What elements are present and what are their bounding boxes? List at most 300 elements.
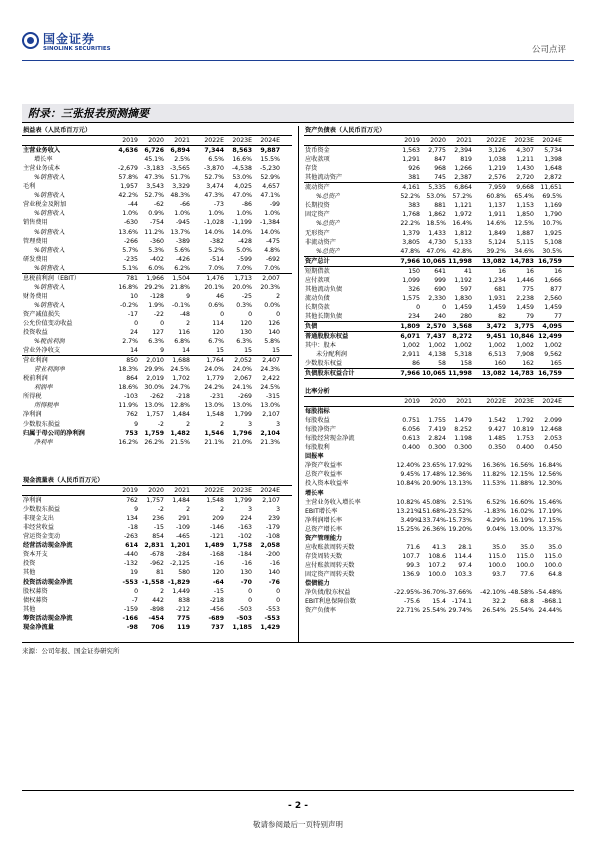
table-row xyxy=(304,321,574,331)
cell-value: 22.2% xyxy=(400,220,420,228)
cell-value: 4,138 xyxy=(428,351,446,359)
row-label: %销售收入 xyxy=(34,192,65,200)
row-label: %销售收入 xyxy=(34,246,65,254)
cell-value: -1.83% xyxy=(484,507,506,515)
cell-value: -868.1 xyxy=(542,598,562,606)
cell-value: -382 xyxy=(209,237,224,245)
cell-value: 0.300 xyxy=(454,444,472,452)
table-row xyxy=(22,355,292,365)
cell-value: 3,329 xyxy=(172,183,190,191)
cell-value: -163 xyxy=(237,524,252,532)
table-row xyxy=(304,155,574,164)
table-row xyxy=(22,146,292,155)
cell-value: 2,104 xyxy=(260,429,280,437)
row-label: EBIT利息保障倍数 xyxy=(305,598,356,606)
cell-value: 14,783 xyxy=(510,257,534,265)
cell-value: 4.29% xyxy=(486,516,506,524)
row-label: 债权募资 xyxy=(23,596,48,604)
cell-value: 140 xyxy=(268,569,280,577)
cell-value: 81 xyxy=(156,569,164,577)
cell-value: 45.08% xyxy=(422,498,446,506)
table-row xyxy=(304,407,574,416)
cell-value: 115.0 xyxy=(544,552,562,560)
cell-value: 240 xyxy=(434,312,446,320)
cell-value: 13.00% xyxy=(510,525,534,533)
table-row xyxy=(22,310,292,319)
table-header xyxy=(22,126,292,136)
cell-value: 9,451 xyxy=(486,333,506,341)
cell-value: -3,870 xyxy=(204,165,224,173)
cell-value: -1,558 xyxy=(141,578,164,586)
table-row xyxy=(22,328,292,337)
year-header-cell: 2020 xyxy=(148,487,164,495)
cell-value: -678 xyxy=(149,551,164,559)
cell-value: 8.252 xyxy=(454,426,472,434)
cell-value: 2.7% xyxy=(122,338,138,346)
row-label: 负债 xyxy=(305,322,318,330)
cell-value: 115.0 xyxy=(488,552,506,560)
cell-value: 1,563 xyxy=(402,147,420,155)
cell-value: -2,679 xyxy=(118,165,138,173)
row-label: %总资产 xyxy=(316,220,341,228)
row-label: %总资产 xyxy=(316,193,341,201)
cell-value: 2,872 xyxy=(544,174,562,182)
row-label: 资本开支 xyxy=(23,551,48,559)
cell-value: -231 xyxy=(209,393,224,401)
table-row xyxy=(22,237,292,246)
cell-value: -108 xyxy=(265,533,280,541)
cell-value: 103.3 xyxy=(454,570,472,578)
cell-value: 0 xyxy=(160,319,164,327)
row-label: 管理费用 xyxy=(23,237,48,245)
cell-value: 25.54% xyxy=(422,607,446,615)
row-label: 所得税 xyxy=(23,393,42,401)
row-label: 其他 xyxy=(23,605,36,613)
cell-value: 5,335 xyxy=(428,184,446,192)
table-row xyxy=(304,597,574,606)
row-label: 营业利润 xyxy=(23,357,48,365)
cell-value: 24.2% xyxy=(204,384,224,392)
cell-value: 9 xyxy=(186,292,190,300)
cell-value: 26.54% xyxy=(482,607,506,615)
table-row xyxy=(304,516,574,525)
row-label: 偿债能力 xyxy=(305,579,330,587)
cell-value: -168 xyxy=(209,551,224,559)
row-label: 资产管理能力 xyxy=(305,534,343,542)
cell-value: 1.542 xyxy=(488,417,506,425)
row-label: 财务费用 xyxy=(23,292,48,300)
cell-value: 999 xyxy=(434,276,446,284)
cell-value: 134 xyxy=(126,515,138,523)
cell-value: 854 xyxy=(152,533,164,541)
cell-value: 326 xyxy=(408,285,420,293)
table-row xyxy=(22,429,292,438)
cell-value: 1.0% xyxy=(208,210,224,218)
table-row xyxy=(22,209,292,218)
cell-value: 16.02% xyxy=(510,507,534,515)
row-label: 少数股东损益 xyxy=(23,420,61,428)
cell-value: 1,291 xyxy=(402,156,420,164)
cell-value: 1,702 xyxy=(172,375,190,383)
cell-value: -146 xyxy=(209,524,224,532)
row-label: 少数股东权益 xyxy=(305,360,343,368)
cell-value: 107.7 xyxy=(402,552,420,560)
cell-value: 47.8% xyxy=(400,247,420,255)
cell-value: 77.6 xyxy=(520,570,534,578)
cell-value: 16 xyxy=(526,267,534,275)
cell-value: -166 xyxy=(122,614,138,622)
cell-value: -503 xyxy=(237,605,252,613)
table-row xyxy=(22,346,292,355)
cell-value: 10 xyxy=(130,292,138,300)
cell-value: 2,775 xyxy=(428,147,446,155)
cell-value: 41.3 xyxy=(432,543,446,551)
cell-value: 1.479 xyxy=(454,417,472,425)
cell-value: 2 xyxy=(220,420,224,428)
cell-value: 0.9% xyxy=(148,210,164,218)
cell-value: 68.8 xyxy=(520,598,534,606)
cell-value: 30.5% xyxy=(542,247,562,255)
cell-value: 10.819 xyxy=(512,426,534,434)
row-label: 每股指标 xyxy=(305,408,330,416)
cell-value: 15.25% xyxy=(396,525,420,533)
cell-value: 16.2% xyxy=(118,438,138,446)
cell-value: -159 xyxy=(123,605,138,613)
cell-value: 11,998 xyxy=(448,257,472,265)
cell-value: 158 xyxy=(460,360,472,368)
cell-value: -15 xyxy=(213,587,224,595)
row-label: 应收账款周转天数 xyxy=(305,543,355,551)
year-header-cell: 2022E xyxy=(486,137,506,145)
column-divider xyxy=(298,126,299,642)
table-row xyxy=(304,210,574,219)
cell-value: 1,862 xyxy=(428,211,446,219)
cell-value: 99.3 xyxy=(406,561,420,569)
table-row xyxy=(304,182,574,192)
cell-value: 1,430 xyxy=(516,165,534,173)
cell-value: 47.0% xyxy=(232,192,252,200)
cell-value: 1,504 xyxy=(172,274,190,282)
year-header-cell: 2021 xyxy=(174,137,190,145)
cell-value: -754 xyxy=(149,219,164,227)
cell-value: 52.7% xyxy=(144,192,164,200)
cell-value: 23.65% xyxy=(422,462,446,470)
cell-value: 224 xyxy=(240,515,252,523)
cell-value: 52.7% xyxy=(204,174,224,182)
cell-value: 2,067 xyxy=(234,375,252,383)
table-row xyxy=(22,173,292,182)
table-row xyxy=(304,461,574,470)
table-row xyxy=(304,543,574,552)
row-label: 筹资活动现金净流 xyxy=(23,614,73,622)
cell-value: 11,998 xyxy=(448,370,472,378)
cell-value: 24.5% xyxy=(260,384,280,392)
cell-value: 1,234 xyxy=(488,276,506,284)
cell-value: -66 xyxy=(179,201,190,209)
cell-value: 29.2% xyxy=(144,283,164,291)
cell-value: -73 xyxy=(213,201,224,209)
cell-value: 2,010 xyxy=(146,357,164,365)
cell-value: 119 xyxy=(177,623,190,631)
table-row xyxy=(304,192,574,201)
table-row xyxy=(304,498,574,507)
cell-value: 16.56% xyxy=(510,462,534,470)
table-row xyxy=(22,578,292,587)
cell-value: 0 xyxy=(416,303,420,311)
cell-value: 1,446 xyxy=(516,276,534,284)
cell-value: 13.37% xyxy=(538,525,562,533)
cell-value: 9.45% xyxy=(400,471,420,479)
cell-value: 1.198 xyxy=(454,435,472,443)
table-row xyxy=(22,191,292,200)
cell-value: 35.0 xyxy=(520,543,534,551)
logo-mark-icon xyxy=(22,32,39,49)
cell-value: 1,219 xyxy=(488,165,506,173)
cell-value: 383 xyxy=(408,202,420,210)
cell-value: 120 xyxy=(212,329,224,337)
table-row xyxy=(22,401,292,410)
cell-value: 234 xyxy=(408,312,420,320)
row-label: 净负债/股东权益 xyxy=(305,589,351,597)
cell-value: -179 xyxy=(265,524,280,532)
cell-value: 160 xyxy=(494,360,506,368)
report-type-tag: 公司点评 xyxy=(531,45,566,55)
table-row xyxy=(22,319,292,328)
cell-value: 7,966 xyxy=(400,370,420,378)
cell-value: 1.753 xyxy=(516,435,534,443)
table-row xyxy=(304,479,574,488)
cell-value: 0 xyxy=(442,303,446,311)
table-header-label: 资产负债表（人民币百万元） xyxy=(305,127,386,134)
row-label: 净利润 xyxy=(23,411,42,419)
row-label: 负债股东权益合计 xyxy=(305,370,355,378)
year-header-cell: 2023E xyxy=(514,398,534,406)
cell-value: 10,065 xyxy=(422,257,446,265)
cell-value: -22.95% xyxy=(394,589,420,597)
table-row xyxy=(304,341,574,350)
table-row xyxy=(22,255,292,264)
cell-value: 130 xyxy=(240,569,252,577)
cell-value: -15.73% xyxy=(446,516,472,524)
cell-value: 3,126 xyxy=(488,147,506,155)
cell-value: 11.88% xyxy=(510,480,534,488)
cell-value: -456 xyxy=(209,605,224,613)
table-row xyxy=(22,596,292,605)
cell-value: 0 xyxy=(276,596,280,604)
cell-value: 28.1 xyxy=(458,543,472,551)
cell-value: 20.90% xyxy=(422,480,446,488)
cell-value: 17.19% xyxy=(538,507,562,515)
row-label: 应付账款周转天数 xyxy=(305,561,355,569)
cell-value: 120 xyxy=(212,569,224,577)
cell-value: 1,192 xyxy=(454,276,472,284)
cell-value: 597 xyxy=(460,285,472,293)
cell-value: 1.9% xyxy=(148,301,164,309)
cell-value: 1,459 xyxy=(488,303,506,311)
cell-value: 29.9% xyxy=(144,366,164,374)
cell-value: 3,474 xyxy=(206,183,224,191)
cell-value: 108.6 xyxy=(428,552,446,560)
cell-value: 60.8% xyxy=(486,193,506,201)
cell-value: -184 xyxy=(237,551,252,559)
cell-value: 29.74% xyxy=(448,607,472,615)
table-row xyxy=(22,264,292,273)
cell-value: 26.36% xyxy=(422,525,446,533)
table-row xyxy=(22,273,292,283)
cell-value: 13.0% xyxy=(260,402,280,410)
cell-value: 12.40% xyxy=(396,462,420,470)
cell-value: 6,071 xyxy=(400,333,420,341)
cell-value: -898 xyxy=(149,605,164,613)
cell-value: 847 xyxy=(434,156,446,164)
cell-value: 7,959 xyxy=(488,184,506,192)
row-label: 固定资产周转天数 xyxy=(305,570,355,578)
cell-value: -263 xyxy=(123,533,138,541)
cell-value: 2 xyxy=(220,506,224,514)
table-row xyxy=(22,523,292,532)
cell-value: 5.8% xyxy=(264,338,280,346)
cell-value: 3,472 xyxy=(486,322,506,330)
cell-value: -18 xyxy=(127,524,138,532)
cell-value: -75.6 xyxy=(403,598,420,606)
cell-value: 39.2% xyxy=(486,247,506,255)
cell-value: 2,007 xyxy=(262,274,280,282)
cell-value: 20.3% xyxy=(260,283,280,291)
row-label: 其他流动负债 xyxy=(305,285,343,293)
cell-value: -503 xyxy=(236,614,252,622)
row-label: 投资收益 xyxy=(23,329,48,337)
table-row xyxy=(22,541,292,550)
row-label: 归属于母公司的净利润 xyxy=(23,429,85,437)
table-row xyxy=(22,614,292,623)
cell-value: 4,095 xyxy=(542,322,562,330)
cell-value: 4,025 xyxy=(234,183,252,191)
cell-value: 30.0% xyxy=(144,384,164,392)
year-header-cell: 2022E xyxy=(486,398,506,406)
cell-value: 5,124 xyxy=(488,238,506,246)
page-number: - 2 - xyxy=(288,801,308,811)
cell-value: 4,161 xyxy=(402,184,420,192)
cell-value: 838 xyxy=(178,596,190,604)
cell-value: 5.7% xyxy=(122,246,138,254)
cell-value: 1,137 xyxy=(488,202,506,210)
cell-value: 3.49% xyxy=(400,516,420,524)
table-row xyxy=(22,337,292,346)
table-row xyxy=(304,247,574,256)
cell-value: -454 xyxy=(148,614,164,622)
cell-value: 1,482 xyxy=(170,429,190,437)
cell-value: -284 xyxy=(175,551,190,559)
cell-value: 69.5% xyxy=(542,193,562,201)
year-header-cell: 2021 xyxy=(456,398,472,406)
cell-value: 47.0% xyxy=(426,247,446,255)
row-label: 存货周转天数 xyxy=(305,552,343,560)
row-label: %销售收入 xyxy=(34,210,65,218)
cell-value: 18.5% xyxy=(426,220,446,228)
table-row xyxy=(304,588,574,597)
cell-value: -44 xyxy=(127,201,138,209)
table-header xyxy=(304,387,574,397)
cell-value: -109 xyxy=(175,524,190,532)
cell-value: -599 xyxy=(237,255,252,263)
cell-value: 1,849 xyxy=(488,229,506,237)
cell-value: -4,538 xyxy=(232,165,252,173)
cell-value: 12,499 xyxy=(538,333,562,341)
cell-value: -7 xyxy=(131,596,138,604)
cell-value: 1,812 xyxy=(454,229,472,237)
cell-value: 0 xyxy=(134,319,138,327)
cell-value: 2 xyxy=(186,420,190,428)
table-row xyxy=(304,350,574,359)
cell-value: 1,809 xyxy=(400,322,420,330)
table-row xyxy=(22,420,292,429)
cell-value: 1,185 xyxy=(232,623,252,631)
cell-value: -2,125 xyxy=(170,560,190,568)
cell-value: 47.3% xyxy=(204,192,224,200)
row-label: 现金净流量 xyxy=(23,623,54,631)
cell-value: 24 xyxy=(130,329,138,337)
table-row xyxy=(304,606,574,615)
cell-value: 2,107 xyxy=(262,497,280,505)
cell-value: 52.2% xyxy=(400,193,420,201)
cell-value: 6.7% xyxy=(208,338,224,346)
table-header-label: 比率分析 xyxy=(305,388,330,395)
cell-value: 52.9% xyxy=(260,174,280,182)
cell-value: 2,058 xyxy=(260,542,280,550)
cell-value: 968 xyxy=(434,165,446,173)
cell-value: 7.419 xyxy=(428,426,446,434)
cell-value: 65.4% xyxy=(514,193,534,201)
cell-value: 926 xyxy=(408,165,420,173)
cell-value: -22 xyxy=(153,310,164,318)
cell-value: -389 xyxy=(175,237,190,245)
row-label: 非流动资产 xyxy=(305,238,336,246)
cell-value: 16 xyxy=(498,267,506,275)
cell-value: 2,052 xyxy=(234,357,252,365)
cell-value: 1,575 xyxy=(402,294,420,302)
row-label: 总资产增长率 xyxy=(305,525,343,533)
table-row xyxy=(304,525,574,534)
cell-value: 0.350 xyxy=(488,444,506,452)
cell-value: 1,688 xyxy=(172,357,190,365)
cell-value: 1,957 xyxy=(120,183,138,191)
cell-value: 12.36% xyxy=(448,471,472,479)
cell-value: 280 xyxy=(460,312,472,320)
row-label: 短期借款 xyxy=(305,267,330,275)
cell-value: 2,107 xyxy=(262,411,280,419)
balance-sheet-table xyxy=(304,126,574,379)
cell-value: 17.48% xyxy=(422,471,446,479)
cell-value: 45.1% xyxy=(144,156,164,164)
cell-value: -103 xyxy=(123,393,138,401)
cell-value: 77 xyxy=(554,312,562,320)
row-label: 所得税率 xyxy=(34,402,59,410)
cell-value: 126 xyxy=(268,319,280,327)
table-header-label: 损益表（人民币百万元） xyxy=(23,127,92,134)
cell-value: 3,805 xyxy=(402,238,420,246)
cell-value: 1,449 xyxy=(172,587,190,595)
cell-value: -1,199 xyxy=(232,219,252,227)
cell-value: 0.6% xyxy=(208,301,224,309)
cell-value: 14.0% xyxy=(204,228,224,236)
cell-value: -553 xyxy=(122,578,138,586)
cell-value: 162 xyxy=(522,360,534,368)
cell-value: 4,730 xyxy=(428,238,446,246)
cell-value: 1,548 xyxy=(206,497,224,505)
row-label: 资产减值损失 xyxy=(23,310,61,318)
cell-value: 2,720 xyxy=(516,174,534,182)
cell-value: 86 xyxy=(412,360,420,368)
